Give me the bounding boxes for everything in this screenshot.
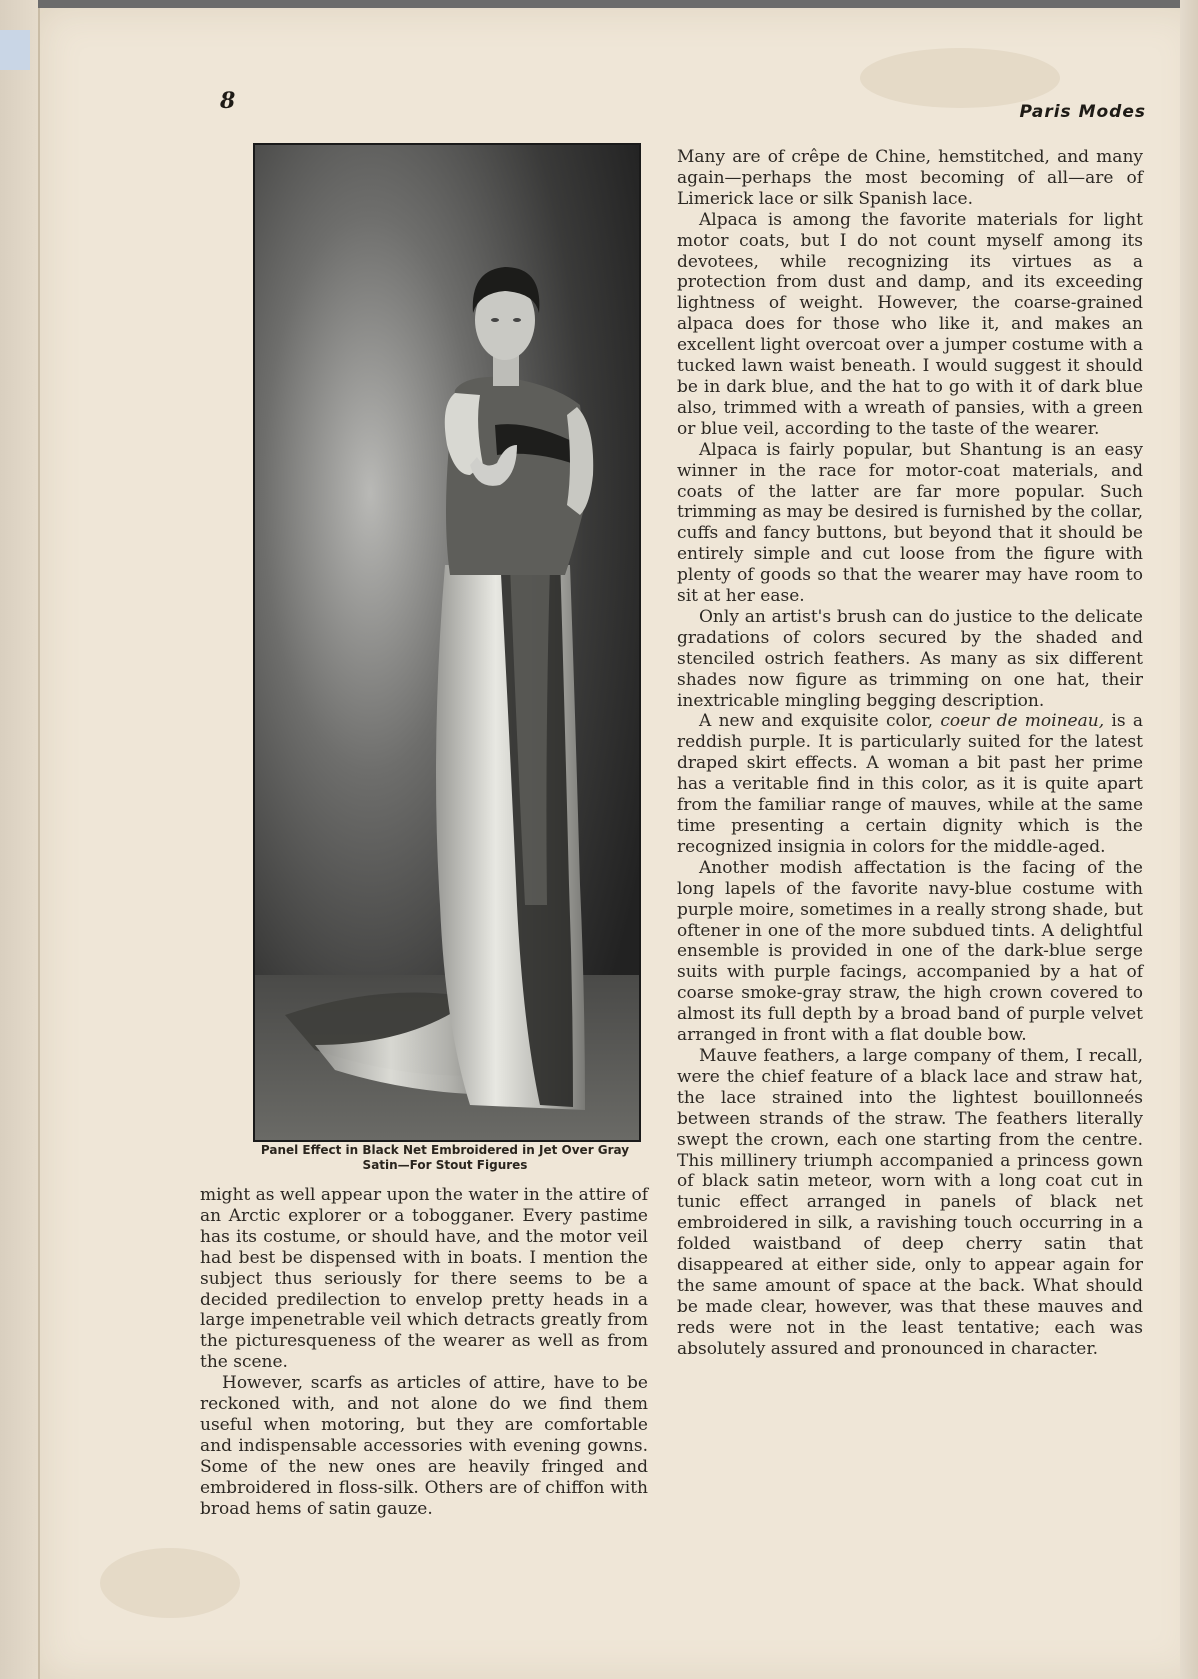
underlying-page-edge — [0, 0, 40, 1679]
fashion-photograph — [253, 143, 641, 1142]
page-right-edge — [1180, 0, 1198, 1679]
right-text-column — [677, 147, 1143, 1360]
paper-stain — [100, 1548, 240, 1618]
running-title: Paris Modes — [1019, 102, 1146, 122]
paragraph: Many are of crêpe de Chine, hemstitched, and many again—perhaps the most becoming of all—are of Limerick lace or silk Spanish lace. — [677, 147, 1143, 209]
paragraph: Another modish affectation is the facing of the long lapels of the favorite navy-blue costume with purple moire, sometimes in a really strong shade, but oftener in one of the more subdued tints. A delightful ensemble is provided in one of the dark-blue serge suits with purple facings, accompanied by a hat of coarse smoke-gray straw, the high crown covered to almost its full depth by a broad band of purple velvet arranged in front with a flat double bow. — [677, 857, 1143, 1046]
paragraph: However, scarfs as articles of attire, have to be reckoned with, and not alone do we find them useful when motoring, but they are comfortable and indispensable accessories with evening gowns. Some of the new ones are heavily fringed and embroidered in floss-silk. Others are of chiffon with broad hems of satin gauze. — [200, 1373, 648, 1519]
text-run: is a reddish purple. It is particularly suited for the latest draped skirt effects. A woman a bit past her prime has a veritable find in this color, as it is quite apart from the familiar range of mauves, while at the same time presenting a certain dignity which is the recognized insignia in colors for the middle-aged. — [677, 711, 1144, 857]
paragraph: Only an artist's brush can do justice to the delicate gradations of colors secured by the shaded and stenciled ostrich feathers. As many as six different shades now figure as trimming on one hat, their inextricable mingling begging description. — [677, 606, 1143, 711]
paragraph: Mauve feathers, a large company of them, I recall, were the chief feature of a black lace and straw hat, the lace strained into the lightest bouillonneés between strands of the straw. The feathers literally swept the crown, each one starting from the centre. This millinery triumph accompanied a princess gown of black satin meteor, worn with a long coat cut in tunic effect arranged in panels of black net embroidered in silk, a ravishing touch occurring in a folded waistband of deep cherry satin that disappeared at either side, only to appear again for the same amount of space at the back. What should be made clear, however, was that these mauves and reds were not in the least tentative; each was absolutely assured and pronounced in character. — [677, 1045, 1143, 1359]
paragraph: Alpaca is among the favorite materials for light motor coats, but I do not count myself among its devotees, while recognizing its virtues as a protection from dust and damp, and its exceeding lightness of weight. However, the coarse-grained alpaca does for those who like it, and makes an excellent light overcoat over a jumper costume with a tucked lawn waist beneath. I would suggest it should be in dark blue, and the hat to go with it of dark blue also, trimmed with a wreath of pansies, with a green or blue veil, according to the taste of the wearer. — [677, 209, 1143, 439]
caption-line-2: Satin—For Stout Figures — [362, 1158, 528, 1172]
caption-line-1: Panel Effect in Black Net Embroidered in Jet Over Gray — [260, 1143, 630, 1157]
photo-illustration — [255, 145, 639, 1140]
scan-background-edge — [0, 30, 30, 70]
paragraph: might as well appear upon the water in the attire of an Arctic explorer or a tobogganer. Every pastime has its costume, or should have, and the motor veil had best be dispensed with in boats. I mention the subject thus seriously for there seems to be a decided predilection to envelop pretty heads in a large impenetrable veil which detracts greatly from the picturesqueness of the wearer as well as from the scene. — [200, 1185, 648, 1373]
text-run: A new and exquisite color, — [699, 711, 941, 732]
left-text-column — [200, 1185, 648, 1520]
paper-stain — [860, 48, 1060, 108]
page-number: 8 — [220, 88, 236, 114]
scan-top-edge — [38, 0, 1198, 8]
paragraph — [677, 711, 1143, 857]
figure-caption — [215, 1143, 675, 1173]
italic-phrase: coeur de moineau, — [940, 711, 1105, 732]
paragraph: Alpaca is fairly popular, but Shantung is an easy winner in the race for motor-coat materials, and coats of the latter are far more popular. Such trimming as may be desired is furnished by the collar, cuffs and fancy buttons, but beyond that it should be entirely simple and cut loose from the figure with plenty of goods so that the wearer may have room to sit at her ease. — [677, 439, 1143, 607]
